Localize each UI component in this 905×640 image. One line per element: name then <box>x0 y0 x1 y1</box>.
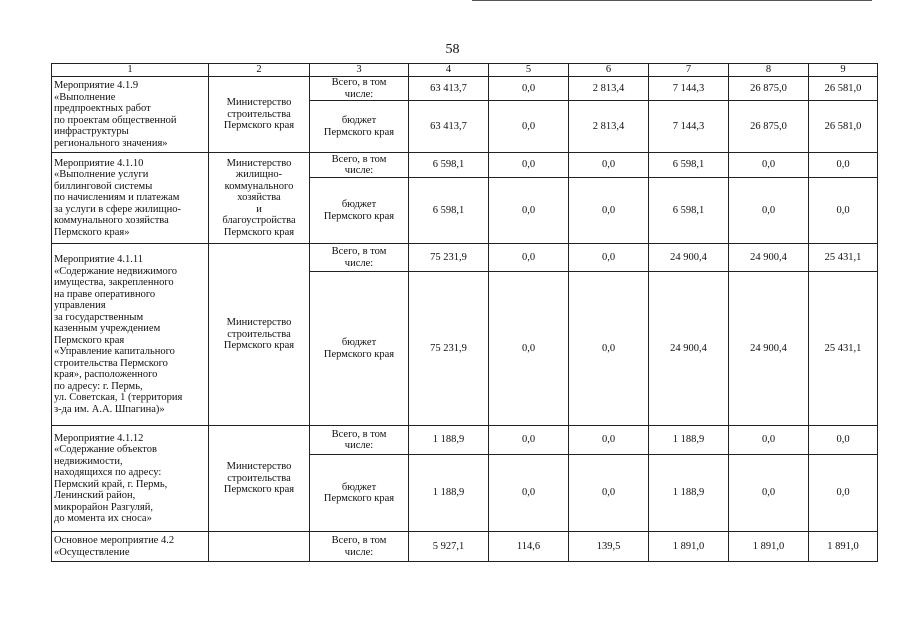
value-cell: 0,0 <box>569 455 649 532</box>
table-row <box>52 426 878 455</box>
executor-cell: Министерство жилищно- коммунального хозяйства и благоустройства Пермского края <box>209 153 310 244</box>
value-cell: 0,0 <box>489 455 569 532</box>
value-cell: 114,6 <box>489 532 569 562</box>
source-cell: Всего, в том числе: <box>310 244 409 272</box>
value-cell: 2 813,4 <box>569 101 649 153</box>
table-row <box>52 77 878 101</box>
value-cell: 0,0 <box>809 455 878 532</box>
source-cell: Всего, в том числе: <box>310 153 409 178</box>
value-cell: 0,0 <box>489 244 569 272</box>
value-cell: 24 900,4 <box>649 272 729 426</box>
value-cell: 0,0 <box>569 272 649 426</box>
value-cell: 0,0 <box>729 153 809 178</box>
executor-cell: Министерство строительства Пермского края <box>209 77 310 153</box>
value-cell: 25 431,1 <box>809 244 878 272</box>
value-cell: 5 927,1 <box>409 532 489 562</box>
source-cell: бюджет Пермского края <box>310 455 409 532</box>
value-cell: 1 891,0 <box>649 532 729 562</box>
value-cell: 1 188,9 <box>649 426 729 455</box>
header-cell: 4 <box>409 64 489 77</box>
value-cell: 25 431,1 <box>809 272 878 426</box>
activity-cell: Мероприятие 4.1.10 «Выполнение услуги биллинговой системы по начислениям и платежам за услуги в сфере жилищно- коммунального хозяйства Пермского края» <box>52 153 209 244</box>
value-cell: 0,0 <box>489 153 569 178</box>
value-cell: 0,0 <box>729 455 809 532</box>
value-cell: 0,0 <box>569 178 649 244</box>
executor-cell <box>209 532 310 562</box>
header-cell: 9 <box>809 64 878 77</box>
value-cell: 0,0 <box>569 153 649 178</box>
table-row <box>52 153 878 178</box>
value-cell: 75 231,9 <box>409 272 489 426</box>
value-cell: 0,0 <box>489 178 569 244</box>
source-cell: бюджет Пермского края <box>310 272 409 426</box>
header-cell: 5 <box>489 64 569 77</box>
activity-cell: Мероприятие 4.1.12 «Содержание объектов недвижимости, находящихся по адресу: Пермский край, г. Пермь, Ленинский район, микрорайон Разгуляй, до момента их сноса» <box>52 426 209 532</box>
activity-cell: Основное мероприятие 4.2 «Осуществление <box>52 532 209 562</box>
value-cell: 7 144,3 <box>649 101 729 153</box>
value-cell: 26 581,0 <box>809 101 878 153</box>
header-cell: 8 <box>729 64 809 77</box>
source-cell: бюджет Пермского края <box>310 178 409 244</box>
source-cell: Всего, в том числе: <box>310 77 409 101</box>
header-cell: 1 <box>52 64 209 77</box>
value-cell: 26 875,0 <box>729 77 809 101</box>
value-cell: 1 188,9 <box>409 426 489 455</box>
page-number: 58 <box>445 42 460 57</box>
value-cell: 24 900,4 <box>729 244 809 272</box>
value-cell: 1 188,9 <box>409 455 489 532</box>
header-cell: 6 <box>569 64 649 77</box>
table-row <box>52 532 878 562</box>
value-cell: 1 891,0 <box>729 532 809 562</box>
value-cell: 26 581,0 <box>809 77 878 101</box>
top-rule <box>472 0 872 1</box>
budget-table <box>51 63 878 562</box>
value-cell: 6 598,1 <box>409 178 489 244</box>
source-cell: бюджет Пермского края <box>310 101 409 153</box>
value-cell: 0,0 <box>489 272 569 426</box>
value-cell: 63 413,7 <box>409 101 489 153</box>
value-cell: 139,5 <box>569 532 649 562</box>
header-cell: 3 <box>310 64 409 77</box>
value-cell: 0,0 <box>729 178 809 244</box>
header-cell: 7 <box>649 64 729 77</box>
value-cell: 0,0 <box>569 244 649 272</box>
value-cell: 1 891,0 <box>809 532 878 562</box>
value-cell: 24 900,4 <box>729 272 809 426</box>
value-cell: 0,0 <box>569 426 649 455</box>
value-cell: 6 598,1 <box>649 153 729 178</box>
value-cell: 0,0 <box>489 77 569 101</box>
value-cell: 26 875,0 <box>729 101 809 153</box>
value-cell: 24 900,4 <box>649 244 729 272</box>
value-cell: 2 813,4 <box>569 77 649 101</box>
value-cell: 0,0 <box>809 153 878 178</box>
value-cell: 0,0 <box>729 426 809 455</box>
value-cell: 0,0 <box>489 426 569 455</box>
value-cell: 6 598,1 <box>409 153 489 178</box>
header-row <box>52 64 878 77</box>
activity-cell: Мероприятие 4.1.11 «Содержание недвижимого имущества, закрепленного на праве оперативного управления за государственным казенным учреждением Пермского края «Управление капитального строительства Пермского края», расположенного по адресу: г. Пермь, ул. Советская, 1 (территория з-да им. А.А. Шпагина)» <box>52 244 209 426</box>
value-cell: 0,0 <box>809 178 878 244</box>
value-cell: 6 598,1 <box>649 178 729 244</box>
activity-cell: Мероприятие 4.1.9 «Выполнение предпроектных работ по проектам общественной инфраструктуры регионального значения» <box>52 77 209 153</box>
value-cell: 1 188,9 <box>649 455 729 532</box>
source-cell: Всего, в том числе: <box>310 426 409 455</box>
value-cell: 0,0 <box>489 101 569 153</box>
source-cell: Всего, в том числе: <box>310 532 409 562</box>
value-cell: 0,0 <box>809 426 878 455</box>
executor-cell: Министерство строительства Пермского края <box>209 426 310 532</box>
value-cell: 63 413,7 <box>409 77 489 101</box>
value-cell: 75 231,9 <box>409 244 489 272</box>
table-row <box>52 244 878 272</box>
executor-cell: Министерство строительства Пермского края <box>209 244 310 426</box>
header-cell: 2 <box>209 64 310 77</box>
value-cell: 7 144,3 <box>649 77 729 101</box>
